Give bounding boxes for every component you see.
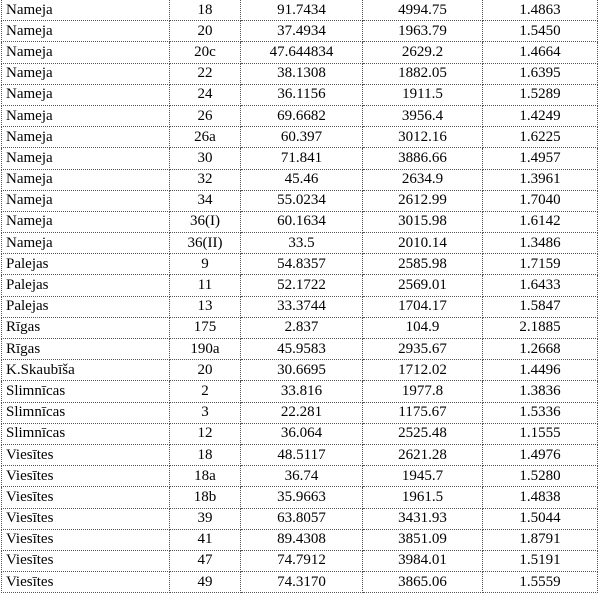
- house-number-cell: 26: [170, 105, 241, 126]
- house-number-cell: 20: [170, 360, 241, 381]
- ratio-cell: 1.1555: [483, 423, 598, 444]
- ratio-cell: 1.5336: [483, 402, 598, 423]
- table-row: [2, 21, 598, 42]
- table-row: [2, 487, 598, 508]
- street-cell: Palejas: [2, 296, 170, 317]
- street-cell: Palejas: [2, 275, 170, 296]
- table-row: [2, 381, 598, 402]
- street-cell: Viesītes: [2, 572, 170, 593]
- value-cell: 3984.01: [363, 550, 483, 571]
- ratio-cell: 1.5450: [483, 21, 598, 42]
- area-cell: 38.1308: [241, 63, 363, 84]
- house-number-cell: 41: [170, 529, 241, 550]
- ratio-cell: 2.1885: [483, 317, 598, 338]
- ratio-cell: 1.5847: [483, 296, 598, 317]
- table-row: [2, 339, 598, 360]
- house-number-cell: 175: [170, 317, 241, 338]
- house-number-cell: 36(II): [170, 233, 241, 254]
- street-cell: Rīgas: [2, 317, 170, 338]
- house-number-cell: 18a: [170, 466, 241, 487]
- house-number-cell: 18b: [170, 487, 241, 508]
- table-row: [2, 63, 598, 84]
- value-cell: 2634.9: [363, 169, 483, 190]
- ratio-cell: 1.4863: [483, 0, 598, 21]
- ratio-cell: 1.3486: [483, 233, 598, 254]
- value-cell: 1961.5: [363, 487, 483, 508]
- value-cell: 1712.02: [363, 360, 483, 381]
- street-cell: Nameja: [2, 233, 170, 254]
- area-cell: 36.064: [241, 423, 363, 444]
- house-number-cell: 26a: [170, 127, 241, 148]
- value-cell: 3956.4: [363, 105, 483, 126]
- house-number-cell: 12: [170, 423, 241, 444]
- ratio-cell: 1.4976: [483, 444, 598, 465]
- table-row: [2, 105, 598, 126]
- street-cell: Slimnīcas: [2, 402, 170, 423]
- ratio-cell: 1.5191: [483, 550, 598, 571]
- table-row: [2, 127, 598, 148]
- ratio-cell: 1.6395: [483, 63, 598, 84]
- house-number-cell: 20c: [170, 42, 241, 63]
- table-row: [2, 466, 598, 487]
- street-cell: Rīgas: [2, 339, 170, 360]
- house-number-cell: 36(I): [170, 211, 241, 232]
- table-row: [2, 296, 598, 317]
- house-number-cell: 47: [170, 550, 241, 571]
- area-cell: 2.837: [241, 317, 363, 338]
- area-cell: 60.1634: [241, 211, 363, 232]
- area-cell: 36.74: [241, 466, 363, 487]
- table-row: [2, 254, 598, 275]
- street-cell: Nameja: [2, 127, 170, 148]
- area-cell: 74.7912: [241, 550, 363, 571]
- table-row: [2, 42, 598, 63]
- table-row: [2, 169, 598, 190]
- area-cell: 52.1722: [241, 275, 363, 296]
- house-number-cell: 9: [170, 254, 241, 275]
- ratio-cell: 1.6142: [483, 211, 598, 232]
- ratio-cell: 1.5044: [483, 508, 598, 529]
- house-number-cell: 30: [170, 148, 241, 169]
- ratio-cell: 1.7159: [483, 254, 598, 275]
- street-cell: Palejas: [2, 254, 170, 275]
- area-cell: 36.1156: [241, 84, 363, 105]
- house-number-cell: 49: [170, 572, 241, 593]
- area-cell: 60.397: [241, 127, 363, 148]
- ratio-cell: 1.3836: [483, 381, 598, 402]
- house-number-cell: 18: [170, 444, 241, 465]
- street-cell: Viesītes: [2, 529, 170, 550]
- table-row: [2, 508, 598, 529]
- street-cell: Viesītes: [2, 487, 170, 508]
- value-cell: 1175.67: [363, 402, 483, 423]
- street-cell: Nameja: [2, 211, 170, 232]
- table-row: [2, 529, 598, 550]
- street-cell: Nameja: [2, 105, 170, 126]
- street-cell: Nameja: [2, 190, 170, 211]
- value-cell: 104.9: [363, 317, 483, 338]
- area-cell: 48.5117: [241, 444, 363, 465]
- street-cell: Nameja: [2, 148, 170, 169]
- street-cell: Nameja: [2, 0, 170, 21]
- area-cell: 47.644834: [241, 42, 363, 63]
- value-cell: 2525.48: [363, 423, 483, 444]
- house-number-cell: 2: [170, 381, 241, 402]
- value-cell: 2569.01: [363, 275, 483, 296]
- area-cell: 45.46: [241, 169, 363, 190]
- value-cell: 1963.79: [363, 21, 483, 42]
- ratio-cell: 1.7040: [483, 190, 598, 211]
- value-cell: 3012.16: [363, 127, 483, 148]
- street-cell: Nameja: [2, 63, 170, 84]
- table-row: [2, 550, 598, 571]
- ratio-cell: 1.2668: [483, 339, 598, 360]
- ratio-cell: 1.4838: [483, 487, 598, 508]
- value-cell: 3865.06: [363, 572, 483, 593]
- area-cell: 37.4934: [241, 21, 363, 42]
- street-cell: Viesītes: [2, 466, 170, 487]
- street-cell: K.Skaubīša: [2, 360, 170, 381]
- value-cell: 2935.67: [363, 339, 483, 360]
- data-table-body: [2, 0, 598, 593]
- table-row: [2, 233, 598, 254]
- area-cell: 69.6682: [241, 105, 363, 126]
- area-cell: 63.8057: [241, 508, 363, 529]
- value-cell: 2585.98: [363, 254, 483, 275]
- ratio-cell: 1.5280: [483, 466, 598, 487]
- area-cell: 45.9583: [241, 339, 363, 360]
- table-row: [2, 360, 598, 381]
- table-row: [2, 402, 598, 423]
- street-cell: Viesītes: [2, 508, 170, 529]
- area-cell: 71.841: [241, 148, 363, 169]
- value-cell: 3015.98: [363, 211, 483, 232]
- house-number-cell: 39: [170, 508, 241, 529]
- table-row: [2, 211, 598, 232]
- area-cell: 55.0234: [241, 190, 363, 211]
- table-row: [2, 423, 598, 444]
- value-cell: 3431.93: [363, 508, 483, 529]
- house-number-cell: 20: [170, 21, 241, 42]
- house-number-cell: 32: [170, 169, 241, 190]
- value-cell: 3886.66: [363, 148, 483, 169]
- value-cell: 1704.17: [363, 296, 483, 317]
- table-row: [2, 572, 598, 593]
- table-row: [2, 190, 598, 211]
- table-row: [2, 444, 598, 465]
- area-cell: 74.3170: [241, 572, 363, 593]
- ratio-cell: 1.4496: [483, 360, 598, 381]
- street-cell: Slimnīcas: [2, 423, 170, 444]
- value-cell: 2612.99: [363, 190, 483, 211]
- value-cell: 3851.09: [363, 529, 483, 550]
- ratio-cell: 1.6433: [483, 275, 598, 296]
- area-cell: 30.6695: [241, 360, 363, 381]
- area-cell: 91.7434: [241, 0, 363, 21]
- street-cell: Slimnīcas: [2, 381, 170, 402]
- table-row: [2, 148, 598, 169]
- area-cell: 54.8357: [241, 254, 363, 275]
- street-cell: Viesītes: [2, 444, 170, 465]
- street-cell: Nameja: [2, 21, 170, 42]
- street-cell: Nameja: [2, 84, 170, 105]
- value-cell: 1911.5: [363, 84, 483, 105]
- value-cell: 1945.7: [363, 466, 483, 487]
- table-row: [2, 317, 598, 338]
- value-cell: 1977.8: [363, 381, 483, 402]
- ratio-cell: 1.4957: [483, 148, 598, 169]
- street-cell: Nameja: [2, 42, 170, 63]
- area-cell: 35.9663: [241, 487, 363, 508]
- house-number-cell: 24: [170, 84, 241, 105]
- data-table: [1, 0, 598, 593]
- street-cell: Viesītes: [2, 550, 170, 571]
- house-number-cell: 34: [170, 190, 241, 211]
- ratio-cell: 1.5559: [483, 572, 598, 593]
- table-row: [2, 84, 598, 105]
- house-number-cell: 190a: [170, 339, 241, 360]
- street-cell: Nameja: [2, 169, 170, 190]
- table-row: [2, 0, 598, 21]
- ratio-cell: 1.5289: [483, 84, 598, 105]
- ratio-cell: 1.8791: [483, 529, 598, 550]
- area-cell: 89.4308: [241, 529, 363, 550]
- house-number-cell: 13: [170, 296, 241, 317]
- value-cell: 2629.2: [363, 42, 483, 63]
- house-number-cell: 11: [170, 275, 241, 296]
- ratio-cell: 1.6225: [483, 127, 598, 148]
- value-cell: 1882.05: [363, 63, 483, 84]
- value-cell: 2010.14: [363, 233, 483, 254]
- value-cell: 2621.28: [363, 444, 483, 465]
- house-number-cell: 22: [170, 63, 241, 84]
- house-number-cell: 18: [170, 0, 241, 21]
- table-row: [2, 275, 598, 296]
- area-cell: 33.3744: [241, 296, 363, 317]
- ratio-cell: 1.3961: [483, 169, 598, 190]
- house-number-cell: 3: [170, 402, 241, 423]
- value-cell: 4994.75: [363, 0, 483, 21]
- ratio-cell: 1.4249: [483, 105, 598, 126]
- area-cell: 33.816: [241, 381, 363, 402]
- ratio-cell: 1.4664: [483, 42, 598, 63]
- area-cell: 22.281: [241, 402, 363, 423]
- area-cell: 33.5: [241, 233, 363, 254]
